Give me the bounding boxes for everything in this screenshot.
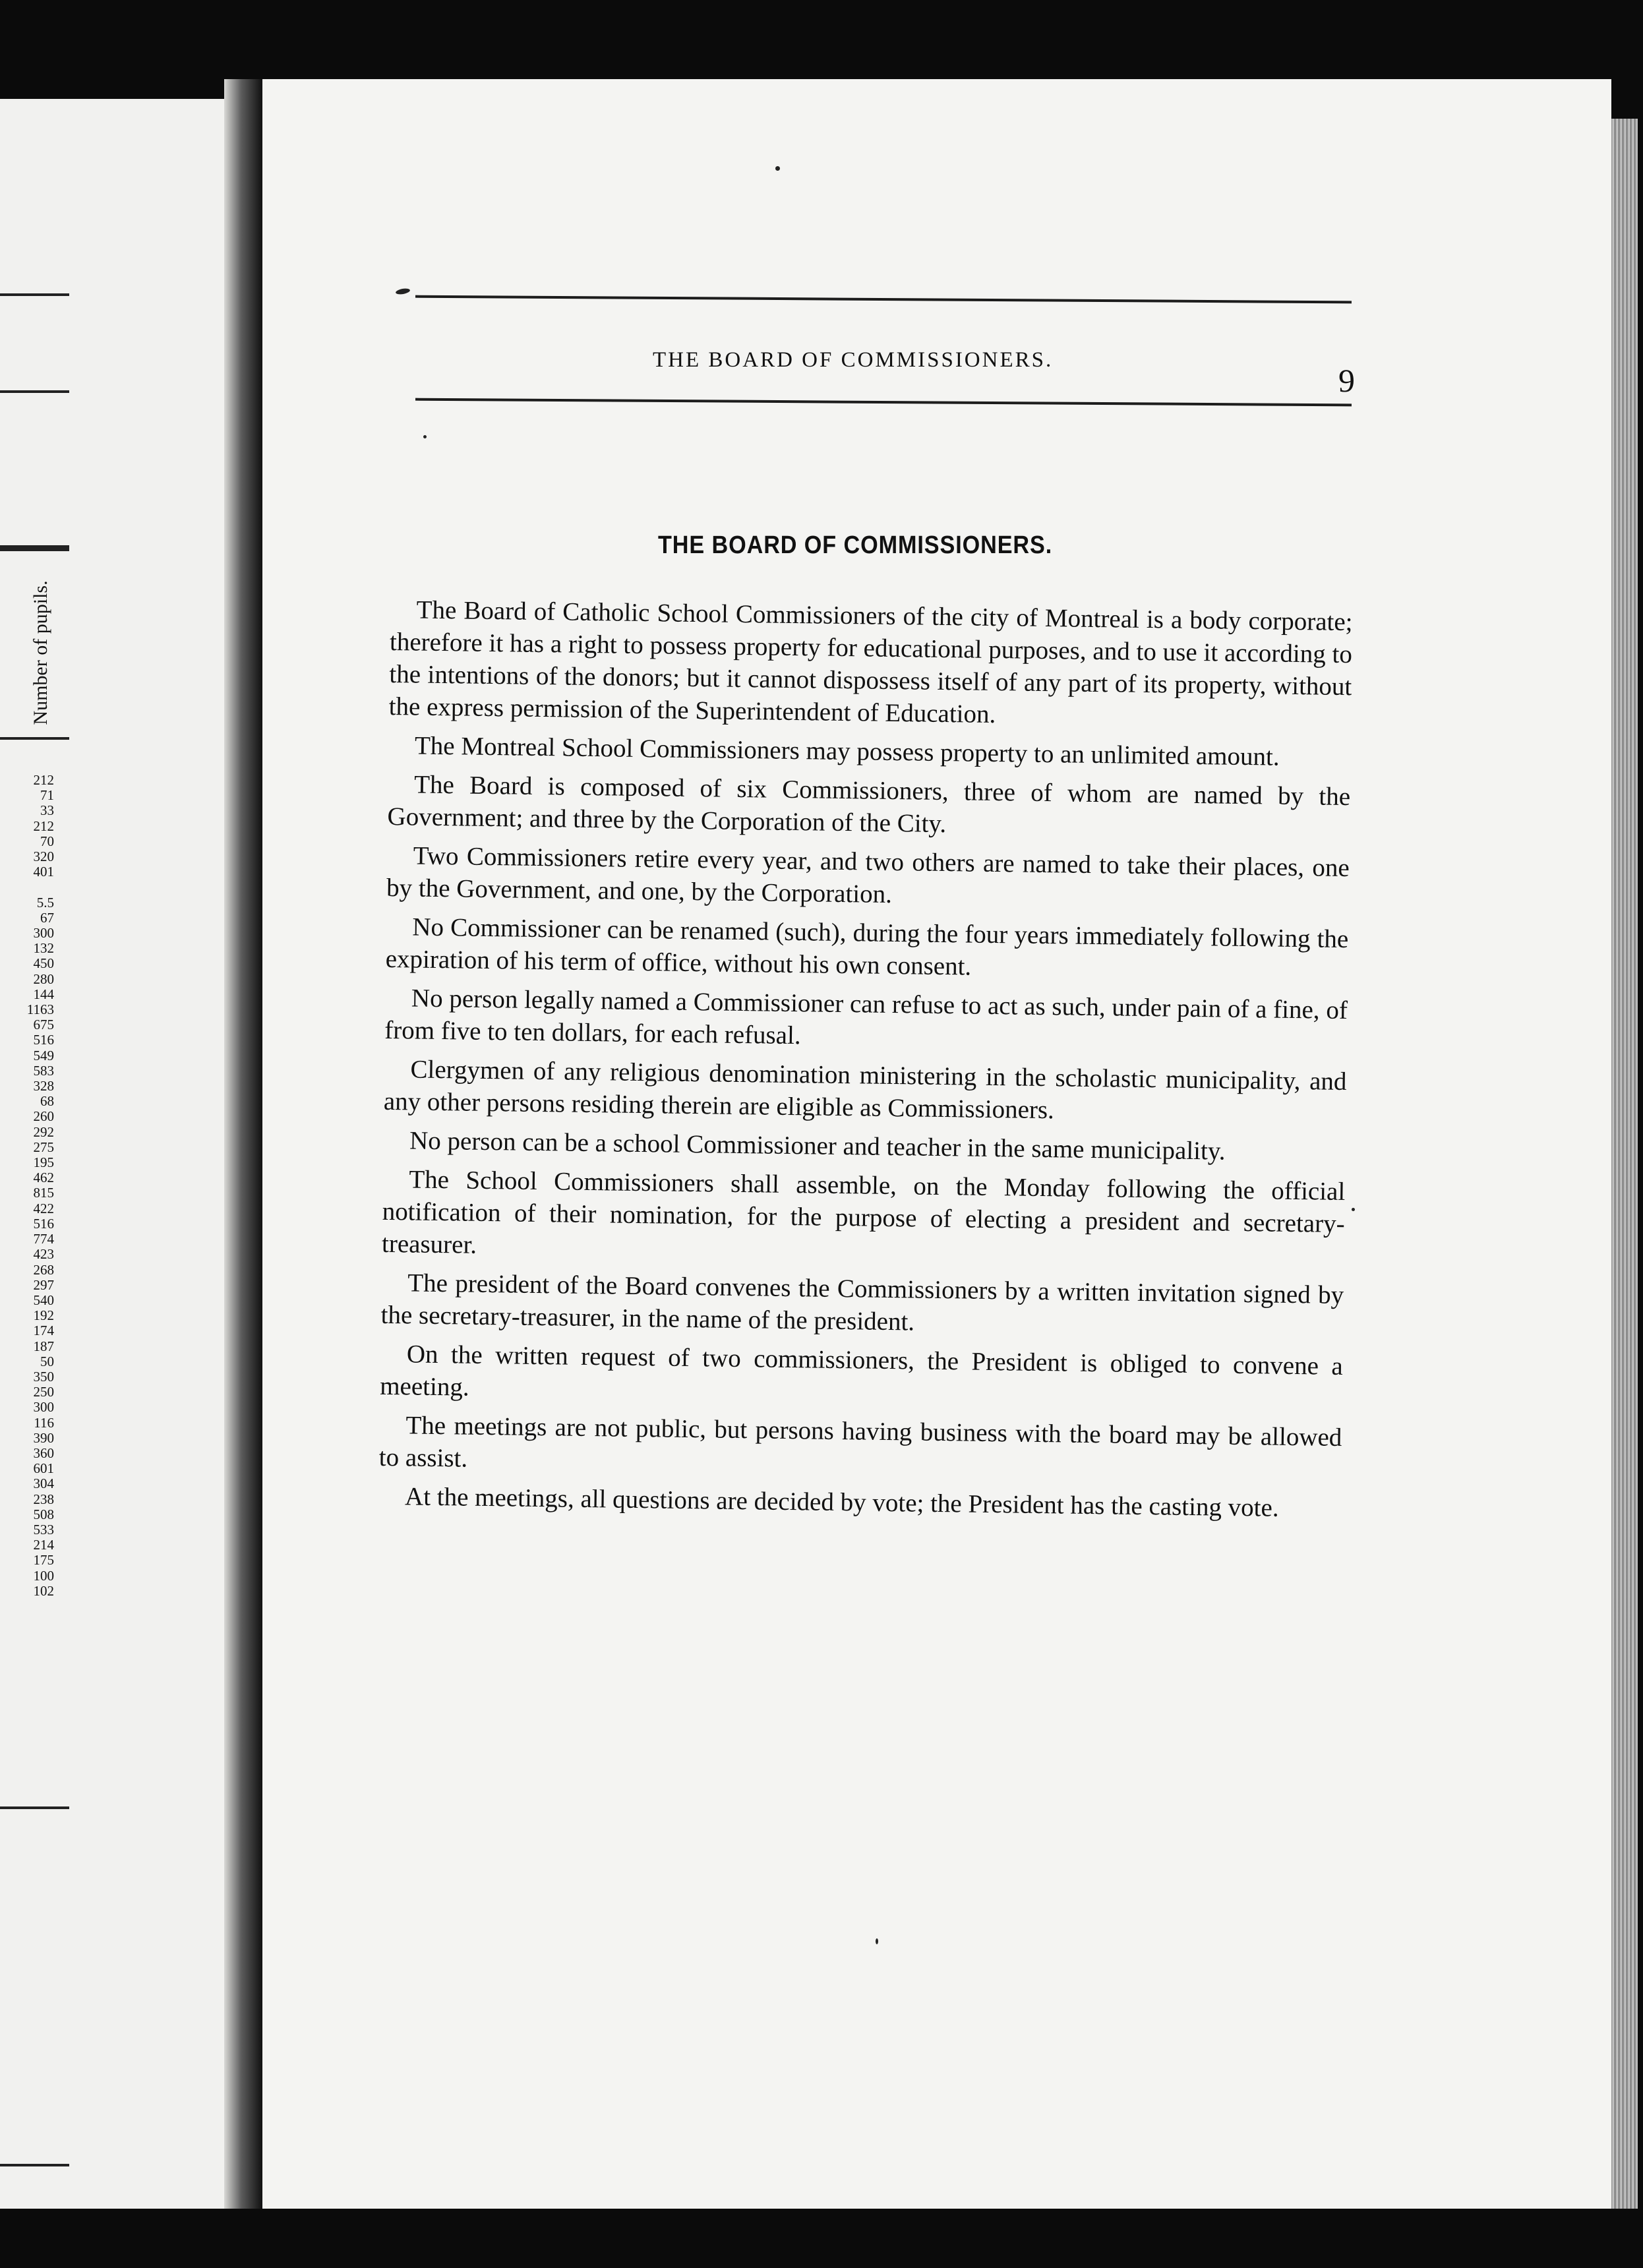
pupil-count: 300 bbox=[33, 925, 54, 941]
left-page-rule bbox=[0, 737, 69, 740]
pupil-count: 275 bbox=[33, 1139, 54, 1155]
pupil-count: 328 bbox=[33, 1078, 54, 1094]
running-head: THE BOARD OF COMMISSIONERS. bbox=[653, 348, 1054, 372]
pupil-count: 175 bbox=[33, 1552, 54, 1568]
pupil-count: 583 bbox=[33, 1062, 54, 1079]
left-page-rule bbox=[0, 545, 69, 551]
pupil-count: 516 bbox=[33, 1032, 54, 1048]
left-page-rule bbox=[0, 390, 69, 393]
pupil-count: 300 bbox=[33, 1399, 54, 1416]
pupil-count: 260 bbox=[33, 1108, 54, 1125]
pupil-count: 450 bbox=[33, 955, 54, 972]
pupil-count-list bbox=[0, 773, 54, 1599]
book-gutter bbox=[224, 79, 262, 2209]
pupil-count: 401 bbox=[33, 864, 54, 880]
paragraph: No person legally named a Commissioner can refuse to act as such, under pain of a fine, of from five to ten dollars, for each refusal. bbox=[384, 984, 1348, 1050]
pupil-count: 50 bbox=[40, 1353, 54, 1369]
pupil-count: 304 bbox=[33, 1476, 54, 1492]
column-header-number-of-pupils: Number of pupils. bbox=[30, 580, 51, 725]
pupil-count: 5.5 bbox=[36, 894, 54, 910]
pupil-count: 238 bbox=[33, 1491, 54, 1507]
pupil-count: 195 bbox=[33, 1154, 54, 1171]
pupil-count: 292 bbox=[33, 1123, 54, 1140]
pupil-count: 423 bbox=[33, 1246, 54, 1263]
pupil-count: 174 bbox=[33, 1323, 54, 1339]
section-title: THE BOARD OF COMMISSIONERS. bbox=[658, 531, 1053, 559]
ink-speck bbox=[876, 1938, 878, 1944]
ink-speck bbox=[1352, 1208, 1355, 1211]
left-page-rule bbox=[0, 2164, 69, 2166]
pupil-count: 68 bbox=[40, 1093, 54, 1110]
pupil-count: 212 bbox=[33, 772, 54, 788]
pupil-count: 360 bbox=[33, 1445, 54, 1461]
pupil-count: 268 bbox=[33, 1261, 54, 1278]
pupil-count: 212 bbox=[33, 818, 54, 834]
paragraph: At the meetings, all questions are decided by vote; the President has the casting vote. bbox=[404, 1482, 1279, 1522]
pupil-count: 549 bbox=[33, 1047, 54, 1063]
paragraph: No person can be a school Commissioner and teacher in the same municipality. bbox=[409, 1126, 1226, 1166]
pupil-count: 675 bbox=[33, 1017, 54, 1033]
pupil-count: 390 bbox=[33, 1429, 54, 1446]
page-number: 9 bbox=[1338, 362, 1355, 399]
pupil-count: 70 bbox=[40, 833, 54, 849]
paragraph: Two Commissioners retire every year, and two others are named to take their places, one by the Government, and one, by the Corporation. bbox=[386, 841, 1350, 909]
paragraph: The Board is composed of six Commissioners, three of whom are named by the Government; and three by the Corporation of the City. bbox=[387, 770, 1351, 839]
ink-speck bbox=[775, 166, 780, 171]
pupil-count: 422 bbox=[33, 1200, 54, 1216]
paragraph: Clergymen of any religious denomination ministering in the scholastic municipality, and any other persons residing therein are eligible as Commissioners. bbox=[383, 1055, 1347, 1125]
pupil-count: 102 bbox=[33, 1582, 54, 1599]
pupil-count: 71 bbox=[40, 787, 54, 804]
pupil-count bbox=[0, 880, 54, 895]
pupil-count: 462 bbox=[33, 1170, 54, 1186]
pupil-count: 533 bbox=[33, 1521, 54, 1537]
pupil-count: 214 bbox=[33, 1537, 54, 1553]
pupil-count: 1163 bbox=[26, 1001, 54, 1018]
page-edge bbox=[1611, 119, 1638, 2209]
pupil-count: 297 bbox=[33, 1276, 54, 1293]
pupil-count: 280 bbox=[33, 970, 54, 987]
pupil-count: 250 bbox=[33, 1384, 54, 1400]
left-page-rule bbox=[0, 293, 69, 296]
pupil-count: 320 bbox=[33, 849, 54, 865]
pupil-count: 144 bbox=[33, 986, 54, 1002]
paragraph: The Montreal School Commissioners may possess property to an unlimited amount. bbox=[414, 731, 1280, 771]
pupil-count: 350 bbox=[33, 1368, 54, 1385]
paragraph: The Board of Catholic School Commissioners of the city of Montreal is a body corporate; therefore it has a right to possess property for educational purposes, and to use it according to the intentions of the donors; but it cannot dispossess itself of any part of its property, without the express permission of the Superintendent of Education. bbox=[388, 595, 1353, 729]
pupil-count: 601 bbox=[33, 1460, 54, 1477]
pupil-count: 508 bbox=[33, 1506, 54, 1522]
paragraph: On the written request of two commissioners, the President is obliged to convene a meeting. bbox=[379, 1340, 1344, 1402]
pupil-count: 116 bbox=[34, 1414, 54, 1431]
pupil-count: 100 bbox=[33, 1567, 54, 1584]
ink-speck bbox=[423, 435, 427, 438]
pupil-count: 540 bbox=[33, 1292, 54, 1308]
pupil-count: 192 bbox=[33, 1307, 54, 1324]
pupil-count: 815 bbox=[33, 1185, 54, 1201]
paragraph: No Commissioner can be renamed (such), during the four years immediately following the expiration of his term of office, without his own consent. bbox=[385, 912, 1349, 981]
paragraph: The meetings are not public, but persons having business with the board may be allowed to assist. bbox=[378, 1411, 1342, 1473]
paragraph: The president of the Board convenes the Commissioners by a written invitation signed by the secretary-treasurer, in the name of the president. bbox=[380, 1268, 1344, 1336]
left-page-rule bbox=[0, 1806, 69, 1809]
pupil-count: 516 bbox=[33, 1215, 54, 1232]
pupil-count: 67 bbox=[40, 909, 54, 926]
paragraph: The School Commissioners shall assemble, on the Monday following the official notification of their nomination, for the purpose of electing a president and secretary-treasurer. bbox=[381, 1165, 1346, 1259]
pupil-count: 187 bbox=[33, 1338, 54, 1354]
body-text bbox=[378, 593, 1353, 1532]
pupil-count: 132 bbox=[33, 940, 54, 957]
pupil-count: 774 bbox=[33, 1231, 54, 1247]
pupil-count: 33 bbox=[40, 802, 54, 819]
